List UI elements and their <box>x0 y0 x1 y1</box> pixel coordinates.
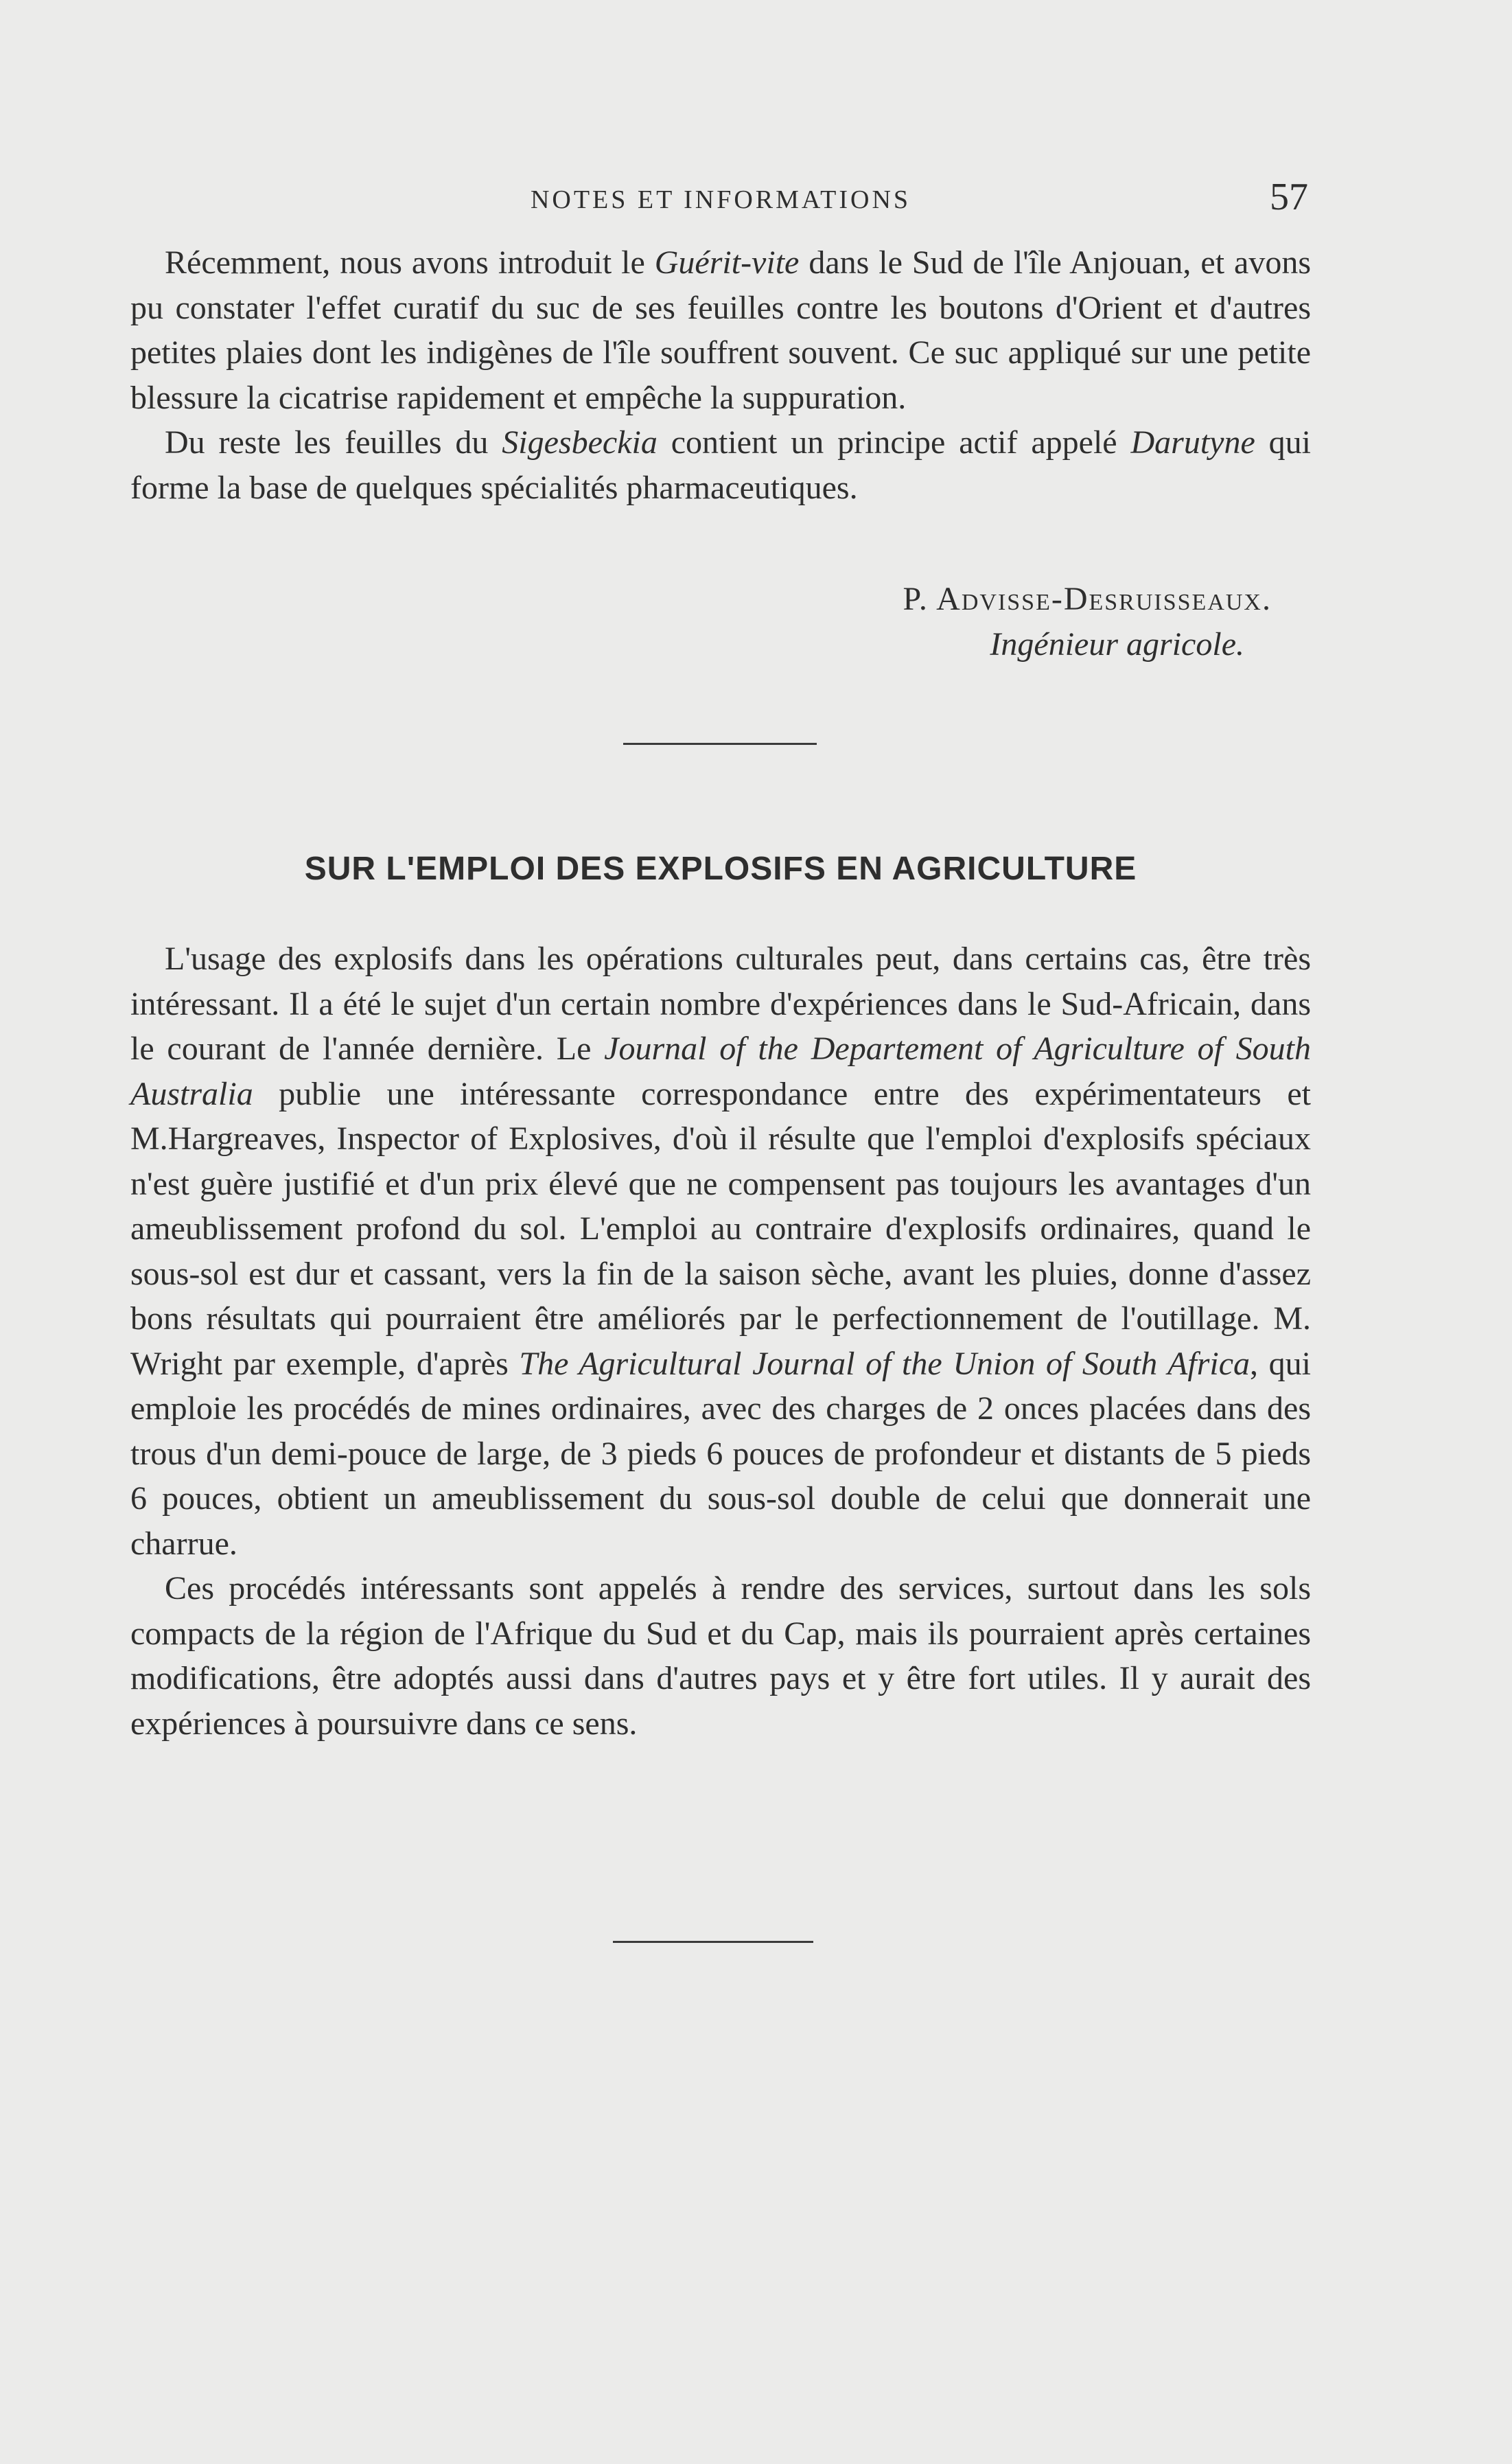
plant-name-sigesbeckia: Sigesbeckia <box>502 424 658 461</box>
author-name: P. Advisse-Desruisseaux. <box>903 581 1272 617</box>
article-paragraph-2: Ces procédés intéressants sont appelés à rendre des services, surtout dans les sols compacts de la région de l'Afrique du Sud et du Cap, mais ils pourraient après certaines modifications, être adoptés aussi dans d'autres pays et y être fort utiles. Il y aurait des expériences à poursuivre dans ce sens. <box>130 1570 1311 1742</box>
text-run: Récemment, nous avons introduit le <box>165 244 655 281</box>
text-run: publie une intéressante correspondance entre des expérimentateurs et M.Hargreaves, Inspector of Explosives, d'où il résulte que l'emploi d'explosifs spéciaux n'est guère justifié et d'un prix élevé que ne compensent pas toujours les avantages d'un ameublissement profond du sol. L'emploi au contraire d'explosifs ordinaires, quand le sous-sol est dur et cassant, vers la fin de la saison sèche, avant les pluies, donne d'assez bons résultats qui pourraient être améliorés par le perfectionnement de l'outillage. M. Wright par exemple, d'après <box>130 1075 1311 1382</box>
article-title: SUR L'EMPLOI DES EXPLOSIFS EN AGRICULTURE <box>304 851 1137 887</box>
section-divider <box>623 743 817 745</box>
page-header <box>130 175 1311 216</box>
compound-name-darutyne: Darutyne <box>1130 424 1255 461</box>
end-divider <box>613 1941 813 1943</box>
note-paragraph-2 <box>130 420 1311 510</box>
note-paragraph-1 <box>130 240 1311 420</box>
text-run: , qui emploie les procédés de mines ordinaires, avec des charges de 2 onces placées dans des trous d'un demi-pouce de large, de 3 pieds 6 pouces de profondeur et distants de 5 pieds 6 pouces, obtient un ameublissement du sous-sol double de celui que donnerait une charrue. <box>130 1345 1312 1562</box>
article-body <box>130 936 1311 1746</box>
article-paragraph-1 <box>130 936 1311 1566</box>
running-title: NOTES ET INFORMATIONS <box>530 185 911 214</box>
text-run: Du reste les feuilles du <box>165 424 502 461</box>
author-title: Ingénieur agricole. <box>990 626 1244 663</box>
signature-block <box>903 577 1272 667</box>
journal-title: Journal of the Departement of Agriculture of South Australia <box>130 1030 1311 1112</box>
page-number: 57 <box>1270 176 1308 218</box>
text-run: qui forme la base de quelques spécialités pharmaceutiques. <box>130 424 1311 506</box>
text-run: contient un principe actif appelé <box>657 424 1131 461</box>
text-run: L'usage des explosifs dans les opérations culturales peut, dans certains cas, être très intéressant. Il a été le sujet d'un certain nombre d'expériences dans le Sud-Africain, dans le courant de l'année dernière. Le <box>130 941 1311 1067</box>
plant-name-guerit-vite: Guérit-vite <box>654 244 800 281</box>
note-section <box>130 240 1311 510</box>
text-run: dans le Sud de l'île Anjouan, et avons pu constater l'effet curatif du suc de ses feuilles contre les boutons d'Orient et d'autres petites plaies dont les indigènes de l'île souffrent souvent. Ce suc appliqué sur une petite blessure la cicatrise rapidement et empêche la suppuration. <box>130 244 1311 416</box>
journal-title: The Agricultural Journal of the Union of South Africa <box>519 1345 1251 1382</box>
